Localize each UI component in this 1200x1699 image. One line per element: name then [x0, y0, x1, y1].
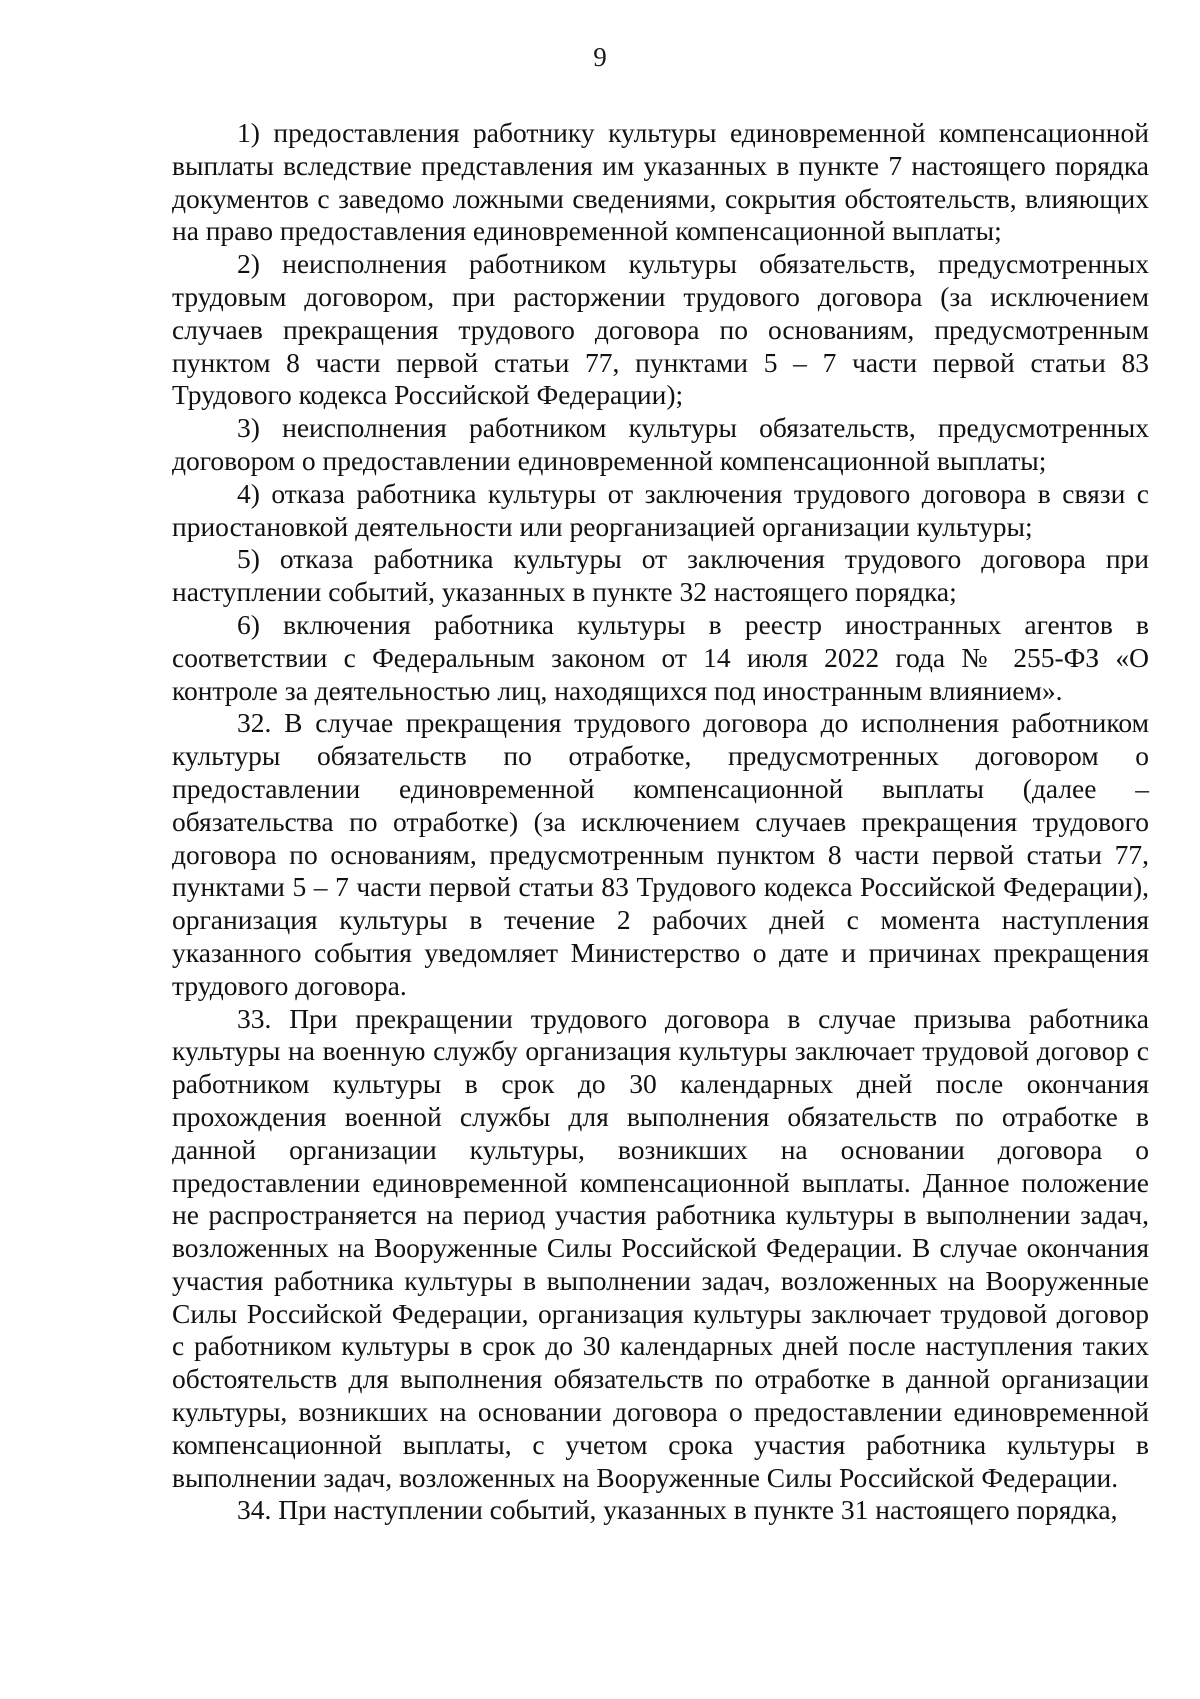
- paragraph-item-6: 6) включения работника культуры в реестр иностранных агентов в соответствии с Федеральным законом от 14 июля 2022 года № 255-ФЗ «О контроле за деятельностью лиц, находящихся под иностранным влиянием».: [172, 608, 1149, 706]
- paragraph-section-34: 34. При наступлении событий, указанных в пункте 31 настоящего порядка,: [237, 1494, 1118, 1526]
- paragraph-item-2: 2) неисполнения работником культуры обязательств, предусмотренных трудовым договором, при расторжении трудового договора (за исключением случаев прекращения трудового договора по основаниям, предусмотренным пунктом 8 части первой статьи 77, пунктами 5 – 7 части первой статьи 83 Трудового кодекса Российской Федерации);: [172, 248, 1149, 411]
- paragraph-section-33: 33. При прекращении трудового договора в случае призыва работника культуры на военную службу организация культуры заключает трудовой договор с работником культуры в срок до 30 календарных дней после окончания прохождения военной службы для выполнения обязательств по отработке в данной организации культуры, возникших на основании договора о предоставлении единовременной компенсационной выплаты. Данное положение не распространяется на период участия работника культуры в выполнении задач, возложенных на Вооруженные Силы Российской Федерации. В случае окончания участия работника культуры в выполнении задач, возложенных на Вооруженные Силы Российской Федерации, организация культуры заключает трудовой договор с работником культуры в срок до 30 календарных дней после наступления таких обстоятельств для выполнения обязательств по отработке в данной организации культуры, возникших на основании договора о предоставлении единовременной компенсационной выплаты, с учетом срока участия работника культуры в выполнении задач, возложенных на Вооруженные Силы Российской Федерации.: [172, 1002, 1149, 1493]
- paragraph-item-1: 1) предоставления работнику культуры единовременной компенсационной выплаты вследствие представления им указанных в пункте 7 настоящего порядка документов с заведомо ложными сведениями, сокрытия обстоятельств, влияющих на право предоставления единовременной компенсационной выплаты;: [172, 117, 1149, 247]
- paragraph-item-4: 4) отказа работника культуры от заключения трудового договора в связи с приостановкой деятельности или реорганизацией организации культуры;: [172, 477, 1149, 542]
- paragraph-item-3: 3) неисполнения работником культуры обязательств, предусмотренных договором о предоставлении единовременной компенсационной выплаты;: [172, 412, 1149, 476]
- paragraph-section-32: 32. В случае прекращения трудового договора до исполнения работником культуры обязательств по отработке, предусмотренных договором о предоставлении единовременной компенсационной выплаты (далее – обязательства по отработке) (за исключением случаев прекращения трудового договора по основаниям, предусмотренным пунктом 8 части первой статьи 77, пунктами 5 – 7 части первой статьи 83 Трудового кодекса Российской Федерации), организация культуры в течение 2 рабочих дней с момента наступления указанного события уведомляет Министерство о дате и причинах прекращения трудового договора.: [172, 707, 1149, 1001]
- paragraph-item-5: 5) отказа работника культуры от заключения трудового договора при наступлении событий, указанных в пункте 32 настоящего порядка;: [172, 543, 1149, 608]
- document-body: [172, 117, 1149, 1527]
- page-number: 9: [593, 42, 607, 72]
